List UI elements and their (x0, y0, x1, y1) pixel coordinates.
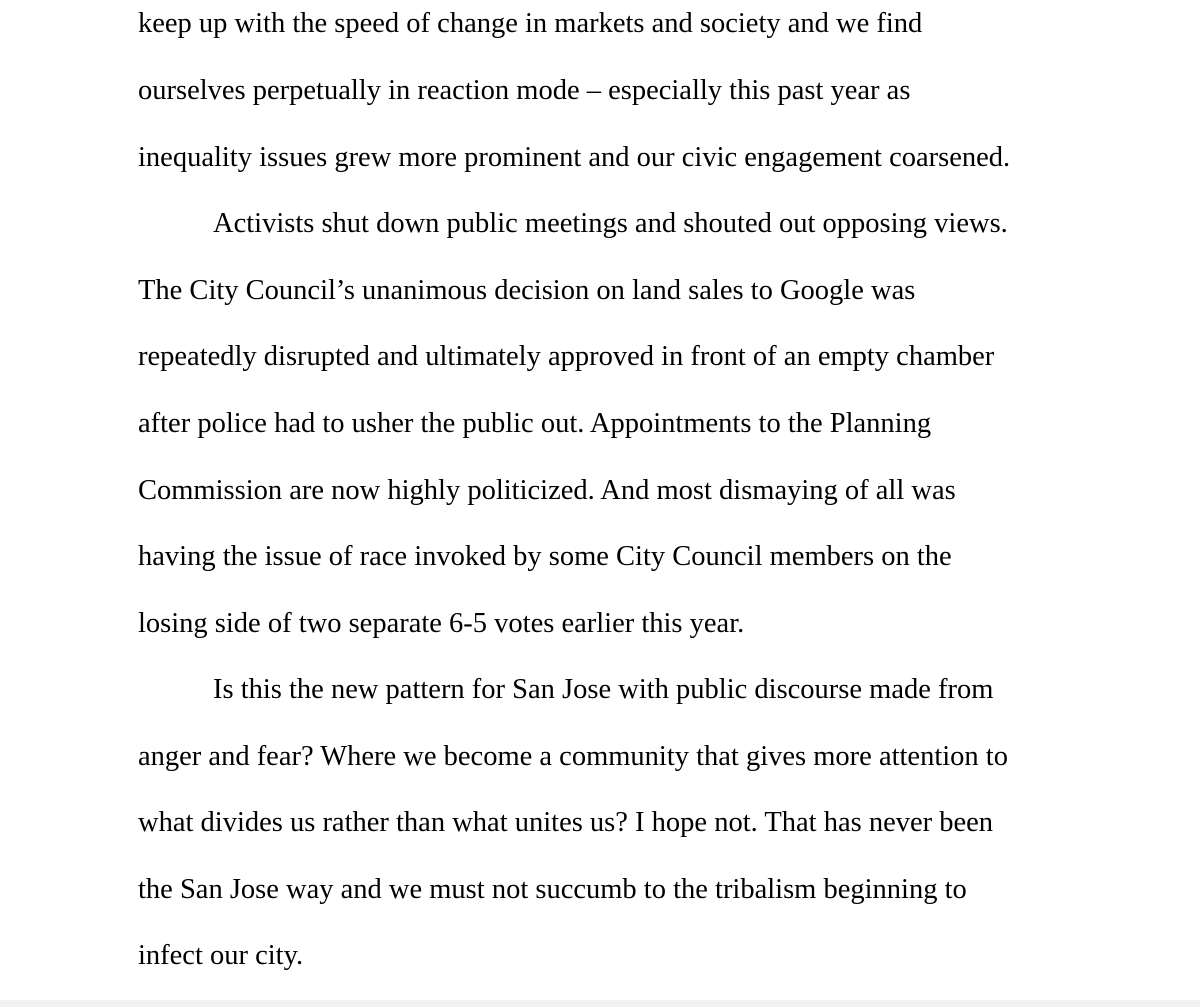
text-line: the San Jose way and we must not succumb to the tribalism beginning to (138, 874, 967, 905)
text-line: having the issue of race invoked by some City Council members on the (138, 541, 952, 572)
text-line: ourselves perpetually in reaction mode – especially this past year as (138, 75, 911, 106)
text-line: The City Council’s unanimous decision on land sales to Google was (138, 275, 916, 306)
text-line: inequality issues grew more prominent and our civic engagement coarsened. (138, 142, 1011, 173)
text-line: what divides us rather than what unites us? I hope not. That has never been (138, 807, 994, 838)
text-line: keep up with the speed of change in markets and society and we find (138, 8, 923, 39)
text-line: repeatedly disrupted and ultimately approved in front of an empty chamber (138, 341, 995, 372)
text-line: anger and fear? Where we become a community that gives more attention to (138, 741, 1008, 772)
text-line: Commission are now highly politicized. And most dismaying of all was (138, 475, 956, 506)
text-line: infect our city. (138, 940, 304, 971)
page-bottom-edge (0, 1000, 1200, 1007)
text-line: losing side of two separate 6-5 votes earlier this year. (138, 608, 745, 639)
text-line: after police had to usher the public out. Appointments to the Planning (138, 408, 932, 439)
paragraph-start-line: Activists shut down public meetings and shouted out opposing views. (213, 208, 1008, 239)
paragraph-start-line: Is this the new pattern for San Jose with public discourse made from (213, 674, 994, 705)
